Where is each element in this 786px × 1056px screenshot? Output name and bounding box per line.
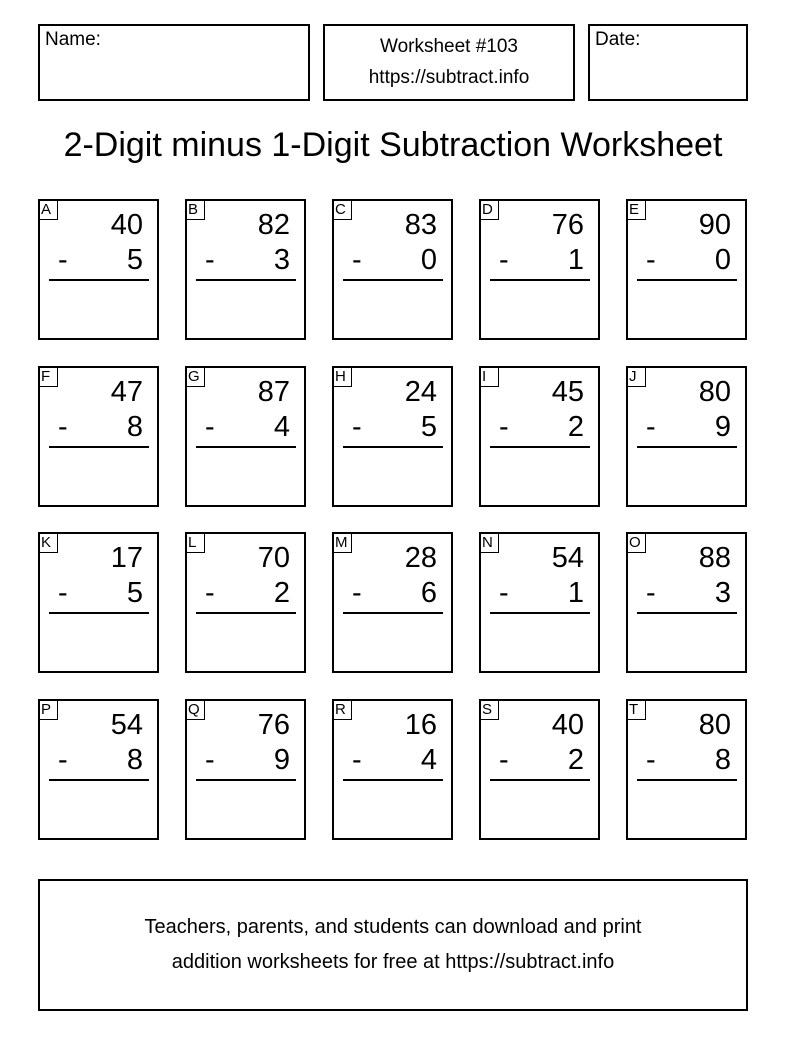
minuend: 88 [698,542,731,574]
minus-sign: - [205,577,215,609]
answer-line [490,279,590,281]
answer-line [196,779,296,781]
problem-label: E [626,199,646,220]
answer-line [49,779,149,781]
minus-sign: - [58,411,68,443]
minus-sign: - [499,744,509,776]
problem-label: D [479,199,499,220]
problem-label: S [479,699,499,720]
problem-label: Q [185,699,205,720]
problem-label: K [38,532,58,553]
problem-label: C [332,199,352,220]
subtrahend: 2 [273,577,290,609]
minuend: 76 [551,209,584,241]
subtrahend: 9 [714,411,731,443]
minus-sign: - [646,411,656,443]
problem-box [185,699,306,840]
name-label: Name: [45,29,101,50]
answer-line [637,446,737,448]
minuend: 70 [257,542,290,574]
subtrahend: 4 [420,744,437,776]
minus-sign: - [352,577,362,609]
subtrahend: 0 [714,244,731,276]
minuend: 17 [110,542,143,574]
subtrahend: 9 [273,744,290,776]
problem-box [626,366,747,507]
minus-sign: - [205,411,215,443]
minuend: 90 [698,209,731,241]
date-label: Date: [595,29,641,50]
problem-label: I [479,366,499,387]
minuend: 82 [257,209,290,241]
problem-label: T [626,699,646,720]
problem-box [479,699,600,840]
subtrahend: 3 [273,244,290,276]
problem-label: M [332,532,352,553]
problem-box [332,199,453,340]
minuend: 40 [551,709,584,741]
minuend: 16 [404,709,437,741]
minuend: 87 [257,376,290,408]
problem-box [332,366,453,507]
minus-sign: - [499,577,509,609]
answer-line [196,446,296,448]
problem-label: G [185,366,205,387]
subtrahend: 3 [714,577,731,609]
minus-sign: - [499,411,509,443]
subtrahend: 6 [420,577,437,609]
worksheet-number: Worksheet #103 [379,36,518,57]
answer-line [637,612,737,614]
subtrahend: 8 [126,411,143,443]
answer-line [490,446,590,448]
problem-label: H [332,366,352,387]
problem-box [479,366,600,507]
minus-sign: - [646,744,656,776]
answer-line [637,779,737,781]
problem-label: B [185,199,205,220]
problem-label: P [38,699,58,720]
minus-sign: - [58,244,68,276]
problem-label: O [626,532,646,553]
minuend: 80 [698,709,731,741]
minus-sign: - [499,244,509,276]
answer-line [637,279,737,281]
footer-line-1: Teachers, parents, and students can download and print [144,916,642,938]
problem-box [38,532,159,673]
problem-box [479,532,600,673]
minus-sign: - [205,244,215,276]
problem-box [332,699,453,840]
subtrahend: 4 [273,411,290,443]
problem-label: A [38,199,58,220]
problem-label: L [185,532,205,553]
subtrahend: 1 [567,244,584,276]
minus-sign: - [646,577,656,609]
answer-line [343,779,443,781]
minuend: 28 [404,542,437,574]
minuend: 76 [257,709,290,741]
worksheet-info-box [323,24,575,101]
answer-line [49,279,149,281]
problem-box [479,199,600,340]
minuend: 40 [110,209,143,241]
problem-label: R [332,699,352,720]
minuend: 80 [698,376,731,408]
problem-box [185,532,306,673]
minus-sign: - [352,744,362,776]
answer-line [343,612,443,614]
subtrahend: 5 [126,577,143,609]
subtrahend: 1 [567,577,584,609]
answer-line [49,612,149,614]
page-title: 2-Digit minus 1-Digit Subtraction Worksheet [63,126,723,164]
problem-box [626,199,747,340]
answer-line [196,279,296,281]
minuend: 54 [551,542,584,574]
problem-box [185,199,306,340]
minus-sign: - [58,744,68,776]
problem-box [626,532,747,673]
problem-label: F [38,366,58,387]
minuend: 45 [551,376,584,408]
subtrahend: 5 [420,411,437,443]
answer-line [49,446,149,448]
problem-box [38,199,159,340]
minuend: 47 [110,376,143,408]
subtrahend: 8 [714,744,731,776]
name-field-box[interactable] [38,24,310,101]
minuend: 54 [110,709,143,741]
problem-label: N [479,532,499,553]
footer-box [38,879,748,1011]
minuend: 83 [404,209,437,241]
minus-sign: - [205,744,215,776]
problem-box [332,532,453,673]
minus-sign: - [58,577,68,609]
date-field-box[interactable] [588,24,748,101]
subtrahend: 8 [126,744,143,776]
worksheet-url: https://subtract.info [368,67,530,88]
problem-box [38,366,159,507]
subtrahend: 2 [567,744,584,776]
minus-sign: - [352,244,362,276]
answer-line [343,446,443,448]
subtrahend: 2 [567,411,584,443]
minus-sign: - [646,244,656,276]
problem-box [185,366,306,507]
answer-line [490,612,590,614]
problem-box [626,699,747,840]
footer-line-2: addition worksheets for free at https://subtract.info [171,951,615,973]
answer-line [490,779,590,781]
subtrahend: 5 [126,244,143,276]
subtrahend: 0 [420,244,437,276]
answer-line [196,612,296,614]
problem-label: J [626,366,646,387]
minuend: 24 [404,376,437,408]
minus-sign: - [352,411,362,443]
problem-box [38,699,159,840]
answer-line [343,279,443,281]
